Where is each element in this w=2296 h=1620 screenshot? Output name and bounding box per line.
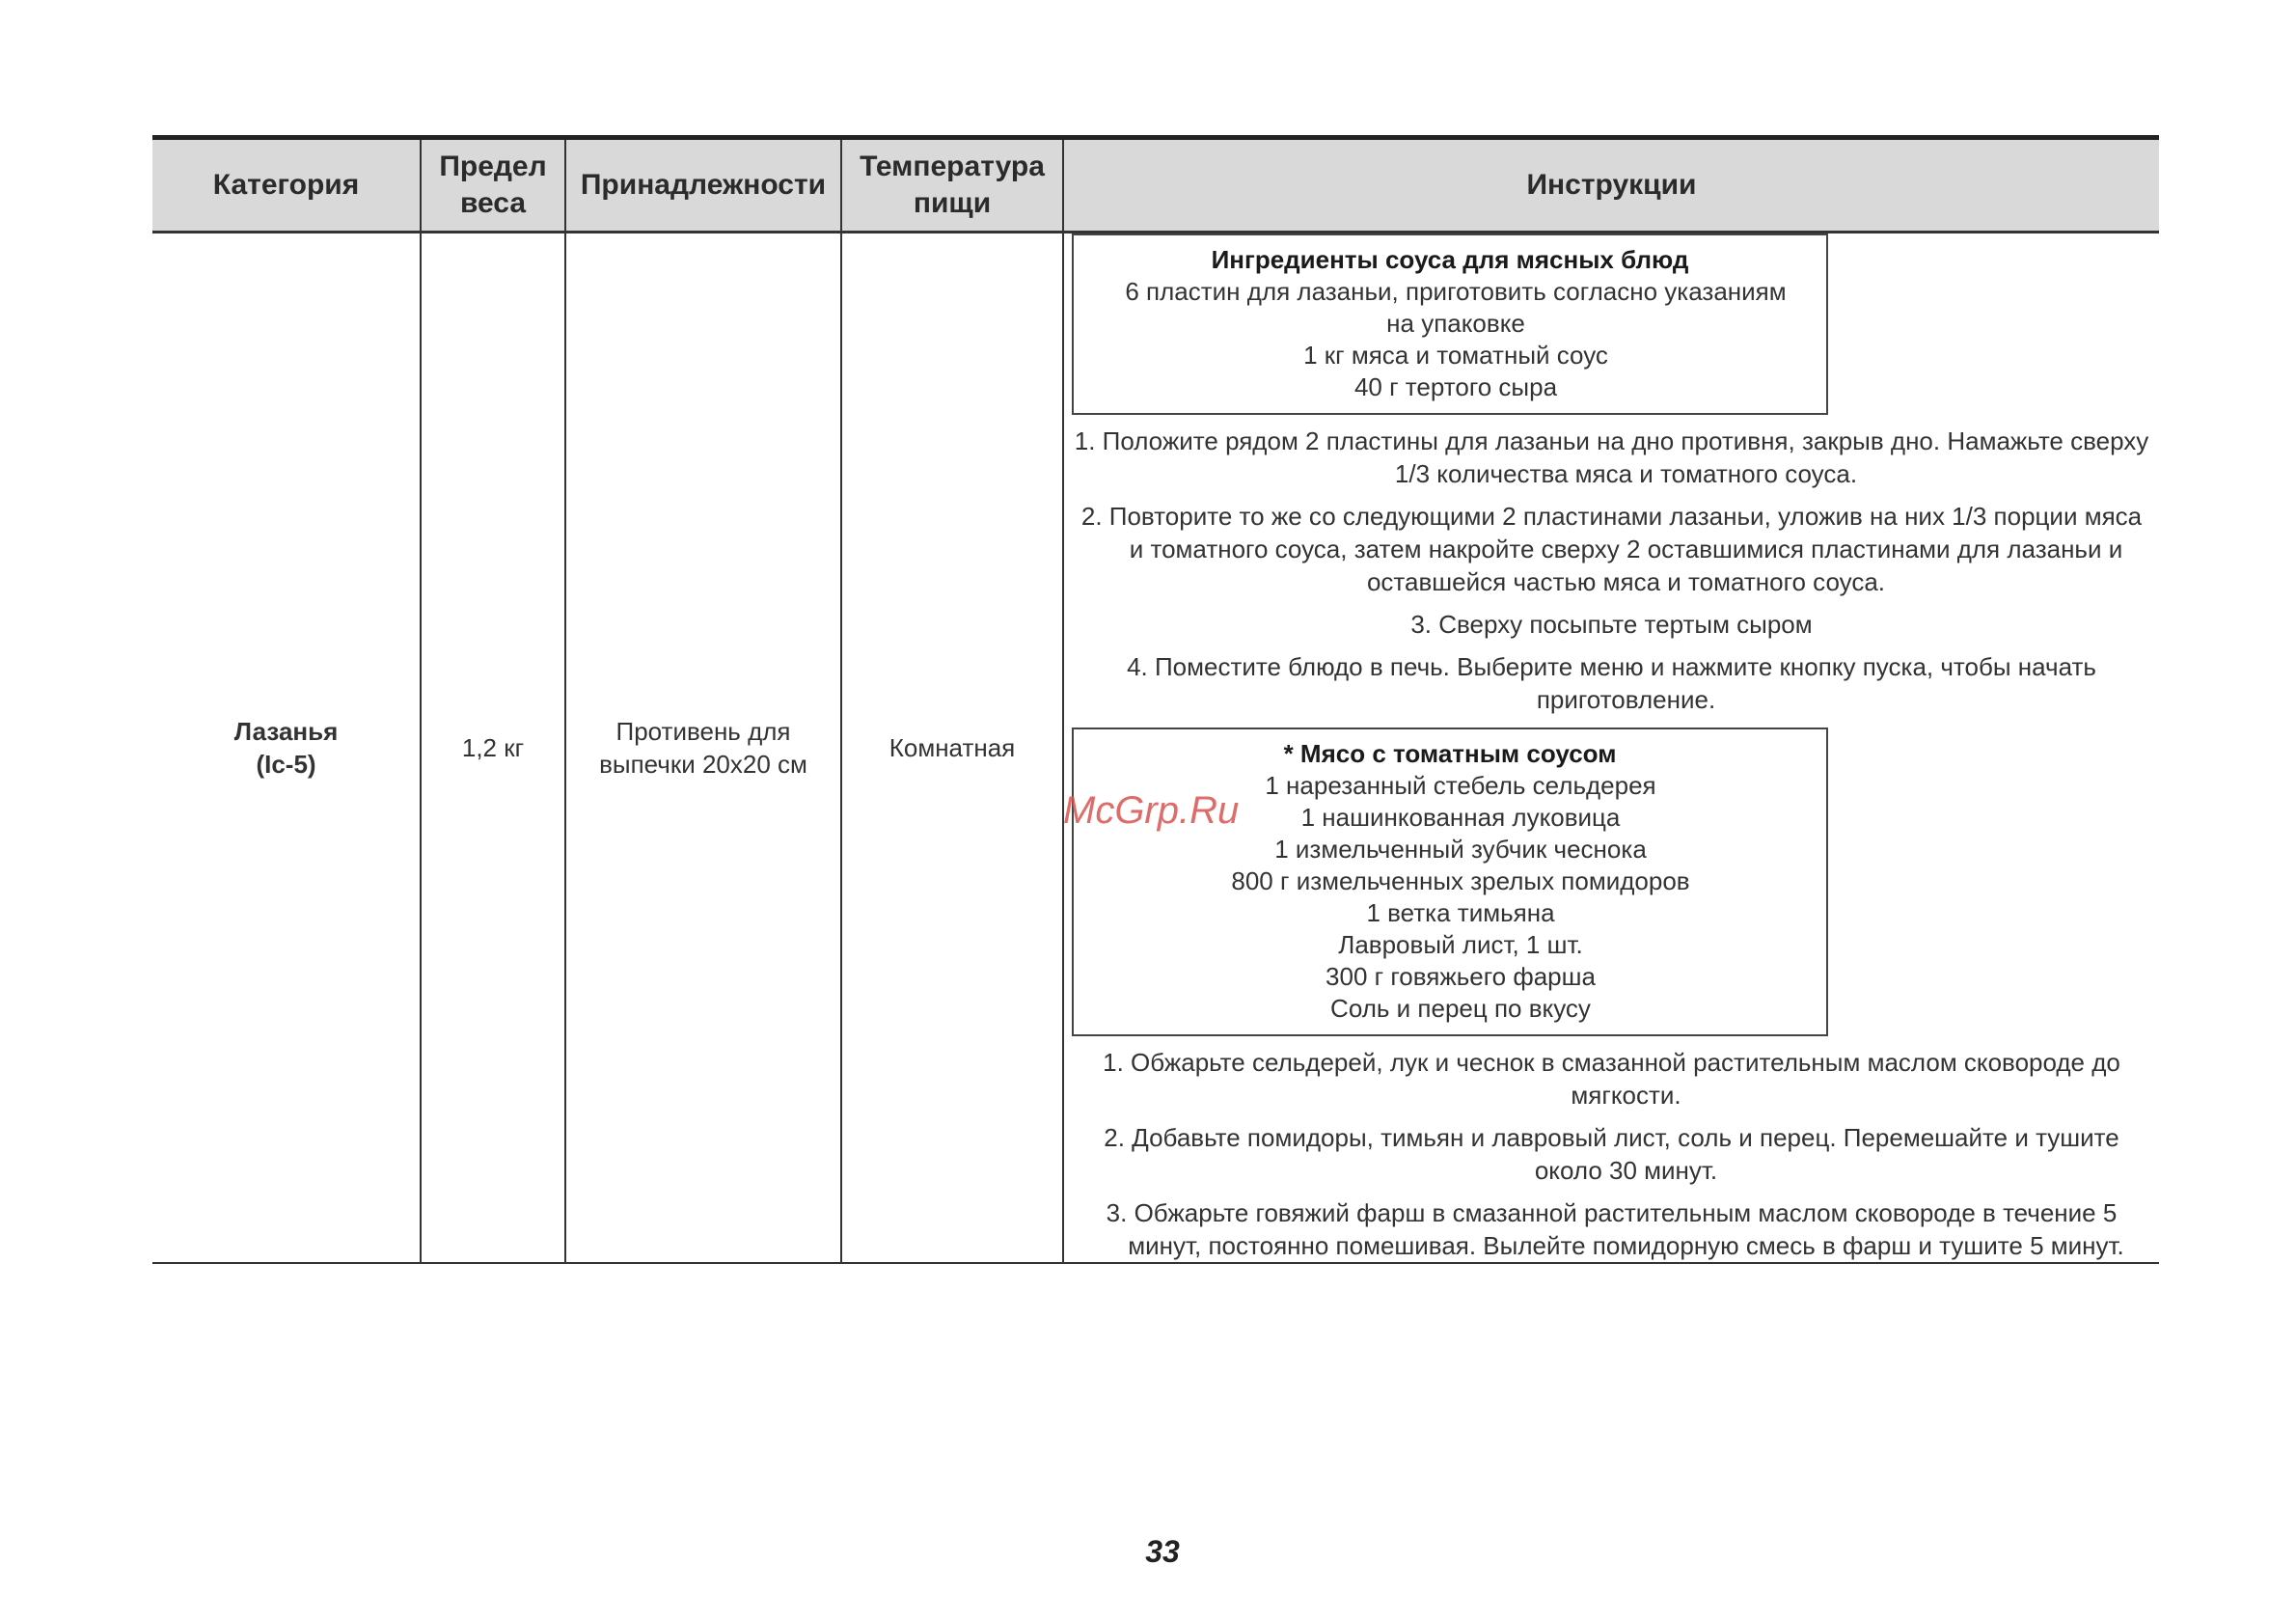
- step-item: 1. Обжарьте сельдерей, лук и чеснок в смазанной растительным маслом сковороде до мягкости.: [1103, 1048, 2120, 1110]
- cooking-table: [152, 135, 2159, 1264]
- accessories-line2: выпечки 20x20 см: [599, 750, 807, 779]
- header-accessories: Принадлежности: [565, 138, 841, 233]
- table-header-row: [152, 138, 2159, 233]
- meat-line: 300 г говяжьего фарша: [1326, 962, 1596, 991]
- cell-category: [152, 233, 421, 1264]
- sauce-line: 6 пластин для лазаньи, приготовить согласно указаниям: [1125, 277, 1787, 306]
- sauce-line: 1 кг мяса и томатный соус: [1303, 341, 1608, 370]
- meat-line: 1 нарезанный стебель сельдерея: [1265, 771, 1656, 800]
- sauce-ingredients-box: [1072, 233, 1828, 415]
- table-row: [152, 233, 2159, 1264]
- meat-line: 1 измельченный зубчик чеснока: [1274, 835, 1647, 864]
- meat-sauce-steps: [1072, 1046, 2151, 1262]
- category-name: Лазанья: [233, 717, 339, 746]
- step-item: 3. Сверху посыпьте тертым сыром: [1410, 610, 1813, 639]
- meat-sauce-box: [1072, 728, 1828, 1036]
- step-item: 3. Обжарьте говяжий фарш в смазанной растительным маслом сковороде в течение 5 минут, постоянно помешивая. Вылейте помидорную смесь в фарш и тушите 5 минут.: [1106, 1198, 2124, 1260]
- sauce-box-title: Ингредиенты соуса для мясных блюд: [1211, 245, 1689, 274]
- header-temperature: [841, 138, 1063, 233]
- header-weight-line2: веса: [459, 187, 527, 219]
- step-item: 2. Добавьте помидоры, тимьян и лавровый лист, соль и перец. Перемешайте и тушите около 30 минут.: [1104, 1123, 2119, 1185]
- page-number: 33: [1145, 1534, 1180, 1569]
- header-temperature-line2: пищи: [913, 187, 992, 219]
- meat-line: 1 ветка тимьяна: [1366, 898, 1555, 927]
- step-item: 1. Положите рядом 2 пластины для лазаньи на дно противня, закрыв дно. Намажьте сверху 1/3 количества мяса и томатного соуса.: [1074, 426, 2149, 488]
- meat-line: 1 нашинкованная луковица: [1300, 803, 1621, 832]
- meat-line: Лавровый лист, 1 шт.: [1338, 930, 1583, 959]
- sauce-line: 40 г тертого сыра: [1353, 372, 1558, 401]
- cell-weight: 1,2 кг: [421, 233, 565, 1264]
- accessories-line1: Противень для: [615, 717, 791, 746]
- category-code: (Ic-5): [256, 750, 316, 779]
- header-weight: [421, 138, 565, 233]
- watermark: McGrp.Ru: [1063, 789, 1240, 832]
- sauce-line: на упаковке: [1386, 309, 1525, 338]
- meat-box-title: * Мясо с томатным соусом: [1283, 739, 1617, 768]
- assembly-steps: [1072, 425, 2151, 716]
- step-item: 4. Поместите блюдо в печь. Выберите меню и нажмите кнопку пуска, чтобы начать приготовление.: [1127, 652, 2096, 714]
- meat-line: Соль и перец по вкусу: [1330, 994, 1591, 1023]
- step-item: 2. Повторите то же со следующими 2 пластинами лазаньи, уложив на них 1/3 порции мяса и томатного соуса, затем накройте сверху 2 оставшимися пластинами для лазаньи и оставшейся частью мяса и томатного соуса.: [1080, 502, 2143, 596]
- cell-temperature: Комнатная: [841, 233, 1063, 1264]
- cell-instructions: [1063, 233, 2159, 1264]
- header-instructions: Инструкции: [1063, 138, 2159, 233]
- header-category: Категория: [152, 138, 421, 233]
- meat-line: 800 г измельченных зрелых помидоров: [1231, 866, 1690, 895]
- header-temperature-line1: Температура: [860, 151, 1045, 182]
- cell-accessories: [565, 233, 841, 1264]
- header-weight-line1: Предел: [439, 151, 547, 182]
